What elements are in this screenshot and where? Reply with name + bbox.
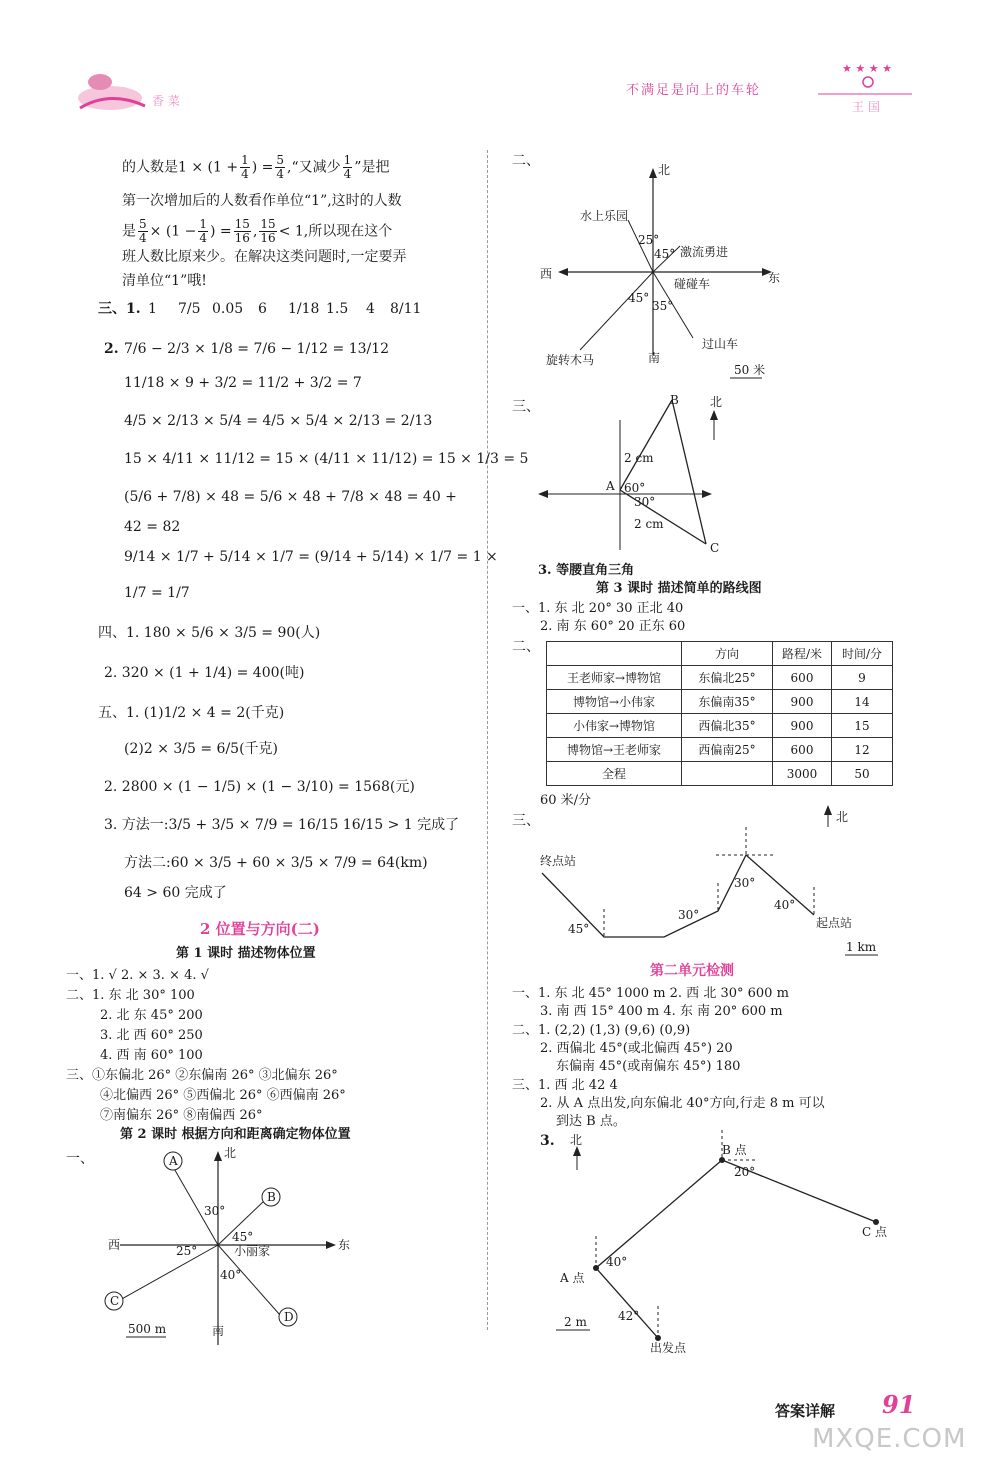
lesson-3-title: 第 3 课时 描述简单的路线图 — [596, 581, 762, 596]
unit-test-title: 第二单元检测 — [650, 963, 734, 979]
lesson-2-title: 第 2 课时 根据方向和距离确定物体位置 — [120, 1127, 351, 1142]
san2-label: 三、 — [512, 399, 540, 415]
wu-q3a: 3. 方法一:3/5 + 3/5 × 7/9 = 16/15 16/15 > 1 完成了 — [104, 817, 460, 833]
san-answer-5: 1/18 — [288, 301, 320, 317]
point-a-label: A — [606, 479, 615, 493]
angle-35: 35° — [652, 299, 674, 313]
north-label: 北 — [836, 810, 849, 824]
san-q3: 3. 等腰直角三角 — [538, 563, 635, 578]
direction-map-diagram — [100, 1145, 360, 1355]
calc-row-3: 4/5 × 2/13 × 5/4 = 4/5 × 5/4 × 2/13 = 2/13 — [124, 413, 433, 429]
scale-label: 2 m — [564, 1315, 587, 1329]
angle-40: 40° — [220, 1268, 242, 1282]
length-ab: 2 cm — [624, 451, 654, 465]
l1-row-1: 一、1. √ 2. × 3. × 4. √ — [66, 968, 209, 983]
ut-row-6: 三、1. 西 北 42 4 — [512, 1078, 618, 1093]
watermark: MXQE.COM — [812, 1424, 967, 1454]
note-line-1: 的人数是1 × (1 + $\frac{1}{4}$ ) = $\frac{5}{4}$ ,“又减少 $\frac{1}{4}$ ”是把 — [122, 153, 390, 181]
bumper-car-label: 碰碰车 — [674, 277, 711, 291]
route-map — [520, 805, 890, 965]
san-answer-2: 7/5 — [178, 301, 201, 317]
san-answer-4: 6 — [258, 301, 267, 317]
table-cell: 全程 — [547, 762, 682, 786]
table-cell: 西偏北35° — [682, 714, 773, 738]
table-header — [547, 642, 682, 666]
l1-row-5: 4. 西 南 60° 100 — [100, 1048, 203, 1063]
speed-answer: 60 米/分 — [540, 793, 592, 808]
table-cell: 博物馆→王老师家 — [547, 738, 682, 762]
angle-40: 40° — [606, 1255, 628, 1269]
angle-42: 42° — [618, 1309, 640, 1323]
header-left-logo — [70, 60, 200, 120]
point-b-label: B — [670, 393, 679, 407]
table-header: 方向 — [682, 642, 773, 666]
er2-label: 二、 — [512, 639, 540, 655]
unit-title: 2 位置与方向(二) — [200, 920, 320, 938]
center-label: 小丽家 — [234, 1244, 271, 1258]
north-label: 北 — [570, 1133, 583, 1147]
angle-45: 45° — [232, 1230, 254, 1244]
logo-decoration-icon — [70, 60, 200, 120]
calc-row-6b: 1/7 = 1/7 — [124, 585, 190, 601]
east-label: 东 — [338, 1238, 351, 1252]
end-station-label: 终点站 — [540, 854, 577, 868]
wu-q1a: 五、1. (1)1/2 × 4 = 2(千克) — [98, 705, 285, 721]
point-c-label: C 点 — [862, 1225, 887, 1239]
table-cell: 王老师家→博物馆 — [547, 666, 682, 690]
amusement-park-map — [540, 160, 800, 390]
angle-40: 40° — [774, 898, 796, 912]
san-answer-7: 4 — [366, 301, 375, 317]
point-a-label: A 点 — [560, 1271, 585, 1285]
angle-30: 30° — [204, 1204, 226, 1218]
calc-row-5: (5/6 + 7/8) × 48 = 5/6 × 48 + 7/8 × 48 = 40 + — [124, 489, 457, 505]
san-answer-8: 8/11 — [390, 301, 422, 317]
table-cell — [682, 762, 773, 786]
point-c-label: C — [110, 1294, 120, 1308]
length-ac: 2 cm — [634, 517, 664, 531]
water-park-label: 水上乐园 — [580, 209, 629, 223]
table-header: 时间/分 — [832, 642, 893, 666]
angle-25: 25° — [638, 233, 660, 247]
point-a-label: A — [169, 1154, 178, 1168]
point-b-label: B 点 — [722, 1143, 747, 1157]
east-label: 东 — [768, 271, 781, 285]
angle-30-b: 30° — [734, 876, 756, 890]
page-number: 91 — [882, 1390, 916, 1419]
south-label: 南 — [212, 1324, 225, 1338]
wu-q3c: 64 > 60 完成了 — [124, 885, 227, 901]
table-cell: 14 — [832, 690, 893, 714]
table-row — [547, 666, 893, 690]
route-label: 三、 — [512, 813, 540, 829]
path-label: 3. — [540, 1133, 555, 1149]
calc-row-5b: 42 = 82 — [124, 519, 181, 535]
l3-row-1: 一、1. 东 北 20° 30 正北 40 — [512, 601, 684, 616]
angle-60: 60° — [624, 481, 646, 495]
ut-row-4: 2. 西偏北 45°(或北偏西 45°) 20 — [540, 1041, 733, 1056]
south-label: 南 — [648, 351, 661, 365]
right-logo-text: 王 国 — [852, 100, 880, 114]
table-cell: 12 — [832, 738, 893, 762]
rafting-label: 激流勇进 — [680, 245, 729, 259]
calc-row-2: 11/18 × 9 + 3/2 = 11/2 + 3/2 = 7 — [124, 375, 362, 391]
map1-label: 一、 — [66, 1151, 94, 1167]
er-label: 二、 — [512, 153, 540, 169]
triangle-diagram — [530, 390, 740, 560]
scale-label: 50 米 — [734, 363, 766, 377]
l1-row-7: ④北偏西 26° ⑤西偏北 26° ⑥西偏南 26° — [100, 1088, 346, 1103]
table-cell: 600 — [773, 666, 832, 690]
table-cell: 50 — [832, 762, 893, 786]
header-right-logo — [810, 60, 920, 120]
footer-label: 答案详解 — [775, 1402, 836, 1420]
table-row — [547, 690, 893, 714]
table-row — [547, 762, 893, 786]
san-answer-6: 1.5 — [326, 301, 349, 317]
svg-text:★ ★ ★ ★: ★ ★ ★ ★ — [842, 62, 892, 75]
l1-row-4: 3. 北 西 60° 250 — [100, 1028, 203, 1043]
calc-row-1: 7/6 − 2/3 × 1/8 = 7/6 − 1/12 = 13/12 — [124, 341, 390, 357]
si-q2: 2. 320 × (1 + 1/4) = 400(吨) — [104, 665, 305, 681]
angle-45-a: 45° — [654, 247, 676, 261]
table-cell: 600 — [773, 738, 832, 762]
angle-45: 45° — [568, 922, 590, 936]
angle-45-b: 45° — [628, 291, 650, 305]
north-label: 北 — [224, 1146, 237, 1160]
l1-row-6: 三、①东偏北 26° ②东偏南 26° ③北偏东 26° — [66, 1068, 338, 1083]
path-diagram — [550, 1130, 895, 1355]
san-answer-1: 1 — [148, 301, 157, 317]
ut-row-8: 到达 B 点。 — [556, 1114, 626, 1129]
note-line-4: 班人数比原来少。在解决这类问题时,一定要弄 — [122, 249, 407, 265]
west-label: 西 — [108, 1238, 121, 1252]
l3-row-2: 2. 南 东 60° 20 正东 60 — [540, 619, 686, 634]
scale-label: 500 m — [128, 1322, 167, 1336]
point-b-label: B — [267, 1190, 276, 1204]
wu-q1b: (2)2 × 3/5 = 6/5(千克) — [124, 741, 278, 757]
table-cell: 小伟家→博物馆 — [547, 714, 682, 738]
ut-row-2: 3. 南 西 15° 400 m 4. 东 南 20° 600 m — [540, 1004, 783, 1019]
table-cell: 900 — [773, 690, 832, 714]
table-cell: 9 — [832, 666, 893, 690]
table-row — [547, 714, 893, 738]
table-cell: 900 — [773, 714, 832, 738]
table-cell: 西偏南25° — [682, 738, 773, 762]
note-line-5: 清单位“1”哦! — [122, 273, 207, 289]
wu-q2: 2. 2800 × (1 − 1/5) × (1 − 3/10) = 1568(元) — [104, 779, 415, 795]
scale-label: 1 km — [846, 940, 877, 954]
ut-row-1: 一、1. 东 北 45° 1000 m 2. 西 北 30° 600 m — [512, 986, 789, 1001]
table-header: 路程/米 — [773, 642, 832, 666]
si-q1: 四、1. 180 × 5/6 × 3/5 = 90(人) — [98, 625, 321, 641]
table-cell: 博物馆→小伟家 — [547, 690, 682, 714]
ut-row-7: 2. 从 A 点出发,向东偏北 40°方向,行走 8 m 可以 — [540, 1096, 825, 1111]
note-line-3: 是 $\frac{5}{4}$ × (1 − $\frac{1}{4}$ ) = $\frac{15}{16}$ , $\frac{15}{16}$ < 1,所以现在这个 — [122, 217, 393, 245]
calc-row-4: 15 × 4/11 × 11/12 = 15 × (4/11 × 11/12) = 15 × 1/3 = 5 — [124, 451, 529, 467]
table-cell: 东偏南35° — [682, 690, 773, 714]
note-line-2: 第一次增加后的人数看作单位“1”,这时的人数 — [122, 193, 402, 209]
table-header-row — [547, 642, 893, 666]
route-table — [546, 641, 893, 786]
lesson-1-title: 第 1 课时 描述物体位置 — [176, 946, 316, 961]
carousel-label: 旋转木马 — [546, 353, 595, 367]
calc-row-6: 9/14 × 1/7 + 5/14 × 1/7 = (9/14 + 5/14) × 1/7 = 1 × — [124, 549, 498, 565]
point-d-label: D — [284, 1310, 294, 1324]
start-point-label: 出发点 — [650, 1341, 687, 1355]
start-station-label: 起点站 — [816, 916, 853, 930]
wu-q3b: 方法二:60 × 3/5 + 60 × 3/5 × 7/9 = 64(km) — [124, 855, 428, 871]
header-slogan: 不满足是向上的车轮 — [626, 83, 762, 98]
ut-row-5: 东偏南 45°(或南偏东 45°) 180 — [556, 1059, 741, 1074]
table-cell: 3000 — [773, 762, 832, 786]
north-label: 北 — [658, 163, 671, 177]
ut-row-3: 二、1. (2,2) (1,3) (9,6) (0,9) — [512, 1023, 691, 1038]
angle-20: 20° — [734, 1165, 756, 1179]
l1-row-8: ⑦南偏东 26° ⑧南偏西 26° — [100, 1108, 263, 1123]
roller-coaster-label: 过山车 — [702, 337, 739, 351]
point-c-label: C — [710, 541, 720, 555]
section-san-label: 三、1. — [98, 301, 141, 317]
angle-30-a: 30° — [678, 908, 700, 922]
logo-text: 香 菜 — [152, 94, 180, 108]
l1-row-2: 二、1. 东 北 30° 100 — [66, 988, 195, 1003]
angle-30: 30° — [634, 495, 656, 509]
table-cell: 15 — [832, 714, 893, 738]
column-divider — [487, 150, 488, 1330]
west-label: 西 — [540, 267, 553, 281]
table-cell: 东偏北25° — [682, 666, 773, 690]
l1-row-3: 2. 北 东 45° 200 — [100, 1008, 203, 1023]
table-row — [547, 738, 893, 762]
angle-25: 25° — [176, 1244, 198, 1258]
san-q2-label: 2. — [104, 341, 119, 357]
north-label: 北 — [710, 395, 723, 409]
san-answer-3: 0.05 — [212, 301, 244, 317]
